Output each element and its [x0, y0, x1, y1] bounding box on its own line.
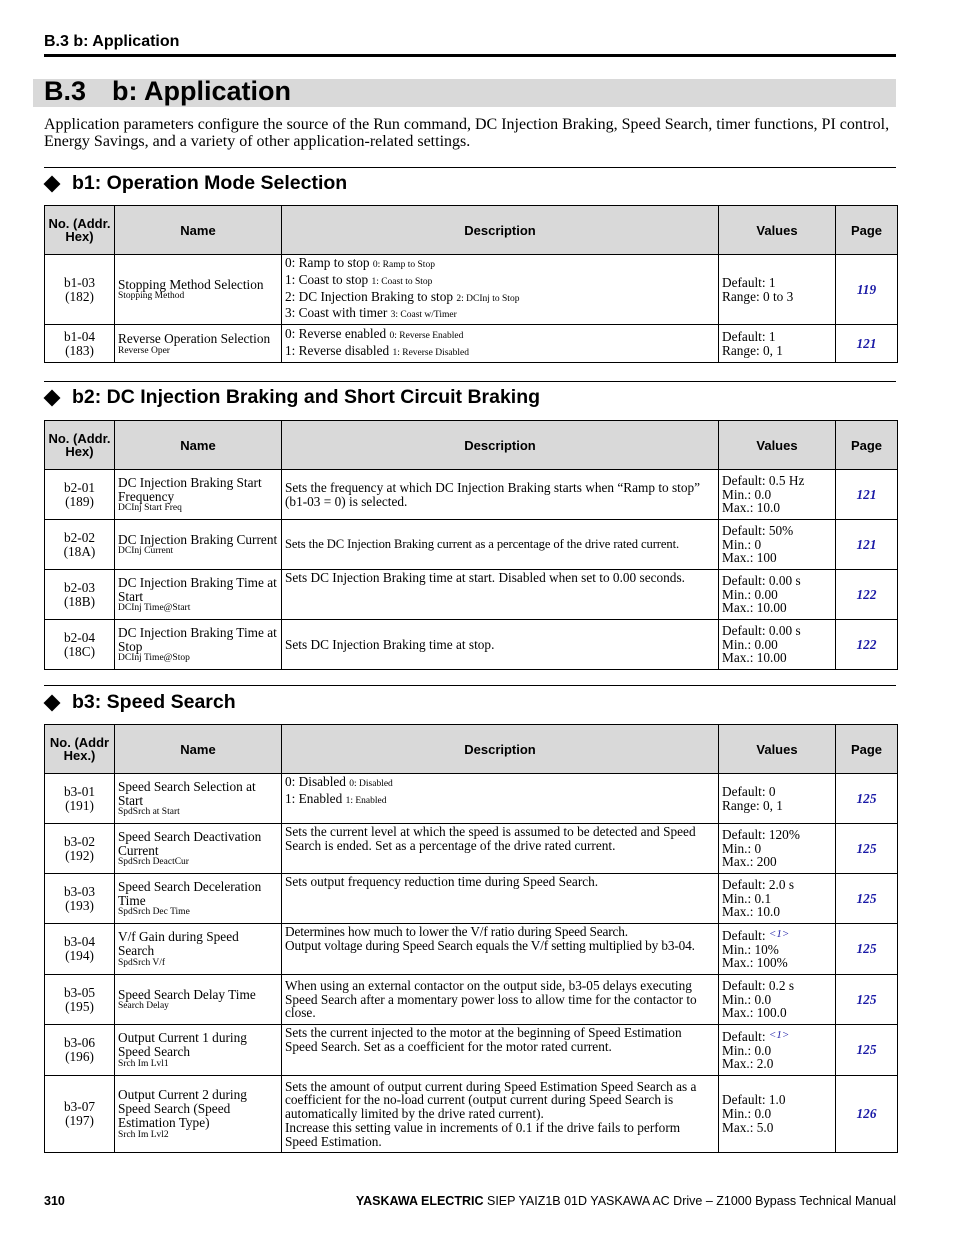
param-name: Speed Search Deceleration Time SpdSrch Dec Time	[115, 874, 282, 924]
intro-paragraph: Application parameters configure the source of the Run command, DC Injection Braking, Speed Search, timer functions, PI control, Energy Savings, and a variety of other application-related settings.	[44, 116, 890, 150]
param-values: Default: 0.2 s Min.: 0.0 Max.: 100.0	[719, 975, 836, 1025]
b1-title: b1: Operation Mode Selection	[72, 172, 348, 194]
table-row	[45, 470, 898, 520]
table-row	[45, 1025, 898, 1076]
running-head: B.3 b: Application	[44, 33, 180, 50]
page-link[interactable]: 119	[836, 255, 898, 325]
param-description: Sets DC Injection Braking time at start. Disabled when set to 0.00 seconds.	[282, 570, 719, 620]
col-description: Description	[282, 421, 719, 470]
col-description: Description	[282, 725, 719, 774]
param-no: b2-01 (189)	[45, 470, 115, 520]
table-row	[45, 255, 898, 325]
page-link[interactable]: 125	[836, 774, 898, 824]
col-values: Values	[719, 725, 836, 774]
table-row	[45, 1076, 898, 1153]
param-name: Output Current 2 during Speed Search (Speed Estimation Type) Srch Im Lvl2	[115, 1076, 282, 1153]
param-description: Sets the frequency at which DC Injection Braking starts when “Ramp to stop” (b1-03 = 0) is selected.	[282, 470, 719, 520]
col-no: No. (Addr. Hex)	[45, 421, 115, 470]
param-no: b1-04 (183)	[45, 325, 115, 363]
b1-heading	[44, 172, 347, 195]
param-values: Default: 0.00 s Min.: 0.00 Max.: 10.00	[719, 620, 836, 670]
col-name: Name	[115, 725, 282, 774]
table-row	[45, 824, 898, 874]
b1-table	[44, 205, 898, 363]
footer-brand: YASKAWA ELECTRIC	[355, 1194, 484, 1208]
param-values: Default: 120% Min.: 0 Max.: 200	[719, 824, 836, 874]
param-description: 0: Ramp to stop 0: Ramp to Stop 1: Coast to stop 1: Coast to Stop 2: DC Injection Braking to stop 2: DCInj to Stop 3: Coast with timer 3: Coast w/Timer	[282, 255, 719, 325]
table-row	[45, 924, 898, 975]
param-description: Sets the amount of output current during Speed Estimation Speed Search as a coefficient for the no-load current (output current during Speed Search is automatically limited by the drive rated current). Increase this setting value in increments of 0.1 if the drive fails to perform Speed Estimation.	[282, 1076, 719, 1153]
param-no: b1-03 (182)	[45, 255, 115, 325]
page-number: 310	[44, 1194, 65, 1208]
col-description: Description	[282, 206, 719, 255]
param-values: Default: 0 Range: 0, 1	[719, 774, 836, 824]
param-no: b2-04 (18C)	[45, 620, 115, 670]
section-number: B.3	[44, 76, 87, 106]
b2-title: b2: DC Injection Braking and Short Circuit Braking	[72, 386, 541, 408]
param-description: Sets output frequency reduction time during Speed Search.	[282, 874, 719, 924]
table-row	[45, 325, 898, 363]
page-link[interactable]: 125	[836, 874, 898, 924]
diamond-icon	[44, 175, 61, 192]
diamond-icon	[44, 694, 61, 711]
param-no: b3-02 (192)	[45, 824, 115, 874]
param-values: Default: 1 Range: 0, 1	[719, 325, 836, 363]
param-name: DC Injection Braking Time at Start DCInj Time@Start	[115, 570, 282, 620]
param-values: Default: $^{<1>}$ Min.: 0.0 Max.: 2.0	[719, 1025, 836, 1076]
table-row	[45, 520, 898, 570]
b2-rule	[44, 381, 896, 382]
param-name: V/f Gain during Speed Search SpdSrch V/f	[115, 924, 282, 975]
param-name: Speed Search Selection at Start SpdSrch at Start	[115, 774, 282, 824]
param-name: DC Injection Braking Time at Stop DCInj Time@Stop	[115, 620, 282, 670]
param-no: b3-05 (195)	[45, 975, 115, 1025]
param-name: DC Injection Braking Current DCInj Current	[115, 520, 282, 570]
param-description: When using an external contactor on the output side, b3-05 delays executing Speed Search after a momentary power loss to allow time for the contactor to close.	[282, 975, 719, 1025]
param-values: Default: $^{<1>}$ Min.: 10% Max.: 100%	[719, 924, 836, 975]
col-no: No. (Addr Hex.)	[45, 725, 115, 774]
param-no: b3-03 (193)	[45, 874, 115, 924]
section-name: b: Application	[112, 76, 291, 106]
table-row	[45, 620, 898, 670]
page-link[interactable]: 121	[836, 325, 898, 363]
param-name: Speed Search Delay Time Search Delay	[115, 975, 282, 1025]
param-name: Output Current 1 during Speed Search Srch Im Lvl1	[115, 1025, 282, 1076]
page-link[interactable]: 125	[836, 975, 898, 1025]
b3-title: b3: Speed Search	[72, 691, 236, 713]
param-description: 0: Reverse enabled 0: Reverse Enabled 1: Reverse disabled 1: Reverse Disabled	[282, 325, 719, 363]
footer-title: SIEP YAIZ1B 01D YASKAWA AC Drive – Z1000 Bypass Technical Manual	[486, 1194, 896, 1208]
param-name: DC Injection Braking Start Frequency DCInj Start Freq	[115, 470, 282, 520]
param-values: Default: 0.00 s Min.: 0.00 Max.: 10.00	[719, 570, 836, 620]
table-row	[45, 570, 898, 620]
param-no: b3-07 (197)	[45, 1076, 115, 1153]
section-title	[44, 76, 291, 107]
param-values: Default: 1.0 Min.: 0.0 Max.: 5.0	[719, 1076, 836, 1153]
table-row	[45, 774, 898, 824]
param-description: Sets the DC Injection Braking current as a percentage of the drive rated current.	[282, 520, 719, 570]
b3-heading	[44, 691, 236, 714]
param-description: Determines how much to lower the V/f ratio during Speed Search. Output voltage during Speed Search equals the V/f setting multiplied by b3-04.	[282, 924, 719, 975]
footnote-ref[interactable]: <1>	[768, 1028, 790, 1041]
param-no: b2-03 (18B)	[45, 570, 115, 620]
param-name: Stopping Method Selection Stopping Method	[115, 255, 282, 325]
param-description: Sets the current injected to the motor at the beginning of Speed Estimation Speed Search. Set as a coefficient for the motor rated current.	[282, 1025, 719, 1076]
b2-table	[44, 420, 898, 670]
col-values: Values	[719, 421, 836, 470]
page-link[interactable]: 122	[836, 570, 898, 620]
param-no: b2-02 (18A)	[45, 520, 115, 570]
param-no: b3-04 (194)	[45, 924, 115, 975]
col-no: No. (Addr. Hex)	[45, 206, 115, 255]
param-values: Default: 2.0 s Min.: 0.1 Max.: 10.0	[719, 874, 836, 924]
param-name: Reverse Operation Selection Reverse Oper	[115, 325, 282, 363]
page-link[interactable]: 125	[836, 824, 898, 874]
col-page: Page	[836, 206, 898, 255]
diamond-icon	[44, 389, 61, 406]
footnote-ref[interactable]: <1>	[768, 927, 790, 940]
page-link[interactable]: 122	[836, 620, 898, 670]
page-link[interactable]: 126	[836, 1076, 898, 1153]
param-values: Default: 50% Min.: 0 Max.: 100	[719, 520, 836, 570]
param-description: Sets the current level at which the speed is assumed to be detected and Speed Search is ended. Set as a percentage of the drive rated current.	[282, 824, 719, 874]
param-name: Speed Search Deactivation Current SpdSrch DeactCur	[115, 824, 282, 874]
page-link[interactable]: 121	[836, 470, 898, 520]
table-row	[45, 874, 898, 924]
page-link[interactable]: 125	[836, 924, 898, 975]
page-link[interactable]: 121	[836, 520, 898, 570]
header-rule	[44, 54, 896, 57]
param-description: Sets DC Injection Braking time at stop.	[282, 620, 719, 670]
param-no: b3-06 (196)	[45, 1025, 115, 1076]
col-name: Name	[115, 421, 282, 470]
col-name: Name	[115, 206, 282, 255]
footer-doc	[356, 1194, 896, 1208]
col-page: Page	[836, 421, 898, 470]
table-row	[45, 975, 898, 1025]
page-link[interactable]: 125	[836, 1025, 898, 1076]
param-no: b3-01 (191)	[45, 774, 115, 824]
col-values: Values	[719, 206, 836, 255]
b3-rule	[44, 685, 896, 686]
param-description: 0: Disabled 0: Disabled 1: Enabled 1: Enabled	[282, 774, 719, 824]
col-page: Page	[836, 725, 898, 774]
b3-table	[44, 724, 898, 1153]
param-values: Default: 0.5 Hz Min.: 0.0 Max.: 10.0	[719, 470, 836, 520]
b1-rule	[44, 167, 896, 168]
param-values: Default: 1 Range: 0 to 3	[719, 255, 836, 325]
b2-heading	[44, 386, 540, 409]
